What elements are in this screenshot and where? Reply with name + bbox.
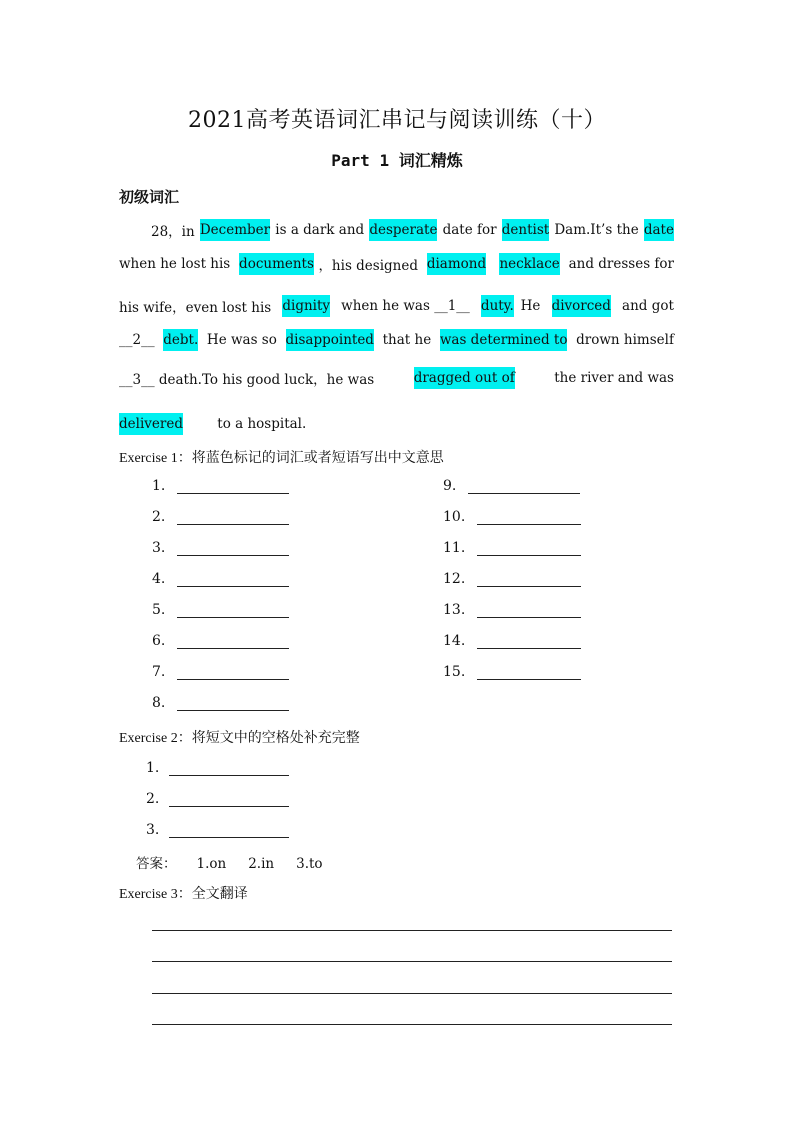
answer-blank[interactable] (177, 603, 289, 618)
exercise-1-item (152, 509, 289, 525)
answer-blank[interactable] (169, 823, 289, 838)
passage-text: is a dark and (270, 222, 369, 238)
translation-line[interactable] (152, 930, 672, 931)
highlighted-term: desperate (369, 219, 437, 241)
exercise-1-item (152, 695, 289, 711)
item-number: 12. (443, 571, 466, 587)
exercise-2-item (146, 822, 289, 838)
answer-blank[interactable] (177, 510, 289, 525)
item-number: 6. (152, 633, 166, 649)
exercise-2-item (146, 760, 289, 776)
answer-2: 2.in (248, 856, 275, 872)
highlighted-term: was determined to (440, 329, 568, 351)
item-number: 9. (443, 478, 457, 494)
exercise-1-item (152, 602, 289, 618)
answer-blank[interactable] (177, 479, 289, 494)
answer-line (136, 852, 345, 872)
passage-text: when he was __1__ (336, 298, 475, 314)
exercise-3-instruction: 全文翻译 (191, 886, 248, 902)
passage-text: __3__ death.To his good luck，he was (119, 372, 379, 388)
answer-blank[interactable] (477, 634, 581, 649)
exercise-1-item (443, 633, 581, 649)
exercise-1-instruction: 将蓝色标记的词汇或者短语写出中文意思 (191, 450, 444, 466)
exercise-1-title (119, 447, 444, 467)
highlighted-term: December (200, 219, 270, 241)
translation-line[interactable] (152, 961, 672, 962)
passage-text: He (520, 298, 545, 314)
item-number: 3. (152, 540, 166, 556)
answer-1: 1.on (196, 856, 227, 872)
item-number: 7. (152, 664, 166, 680)
highlighted-term: necklace (499, 253, 559, 275)
passage-text: 28，in (151, 224, 199, 240)
answer-blank[interactable] (177, 696, 289, 711)
item-number: 2. (146, 791, 160, 807)
answer-3: 3.to (296, 856, 323, 872)
answer-blank[interactable] (477, 510, 581, 525)
highlighted-term: date (644, 219, 674, 241)
exercise-2-instruction: 将短文中的空格处补充完整 (191, 730, 360, 746)
highlighted-term: diamond (427, 253, 486, 275)
passage-text: ，his designed (318, 258, 423, 274)
passage-line (119, 366, 674, 390)
passage-text: to a hospital. (182, 416, 307, 432)
passage-text: and got (617, 298, 674, 314)
answer-blank[interactable] (169, 761, 289, 776)
passage-text: the river and was (549, 370, 674, 386)
passage-text: his wife，even lost his (119, 300, 276, 316)
item-number: 11. (443, 540, 466, 556)
exercise-1-item (443, 478, 580, 494)
highlighted-term: debt. (163, 329, 198, 351)
exercise-2-label: Exercise 2： (119, 731, 192, 746)
item-number: 3. (146, 822, 160, 838)
passage-text: when he lost his (119, 256, 235, 272)
passage-line (119, 252, 674, 276)
highlighted-term: documents (239, 253, 314, 275)
item-number: 15. (443, 664, 466, 680)
exercise-1-item (443, 571, 581, 587)
item-number: 4. (152, 571, 166, 587)
answer-blank[interactable] (477, 603, 581, 618)
exercise-2-title (119, 727, 360, 747)
highlighted-term: disappointed (286, 329, 374, 351)
passage-text: __2__ (119, 332, 159, 348)
passage-line (119, 328, 674, 352)
answer-blank[interactable] (477, 665, 581, 680)
exercise-1-item (443, 602, 581, 618)
highlighted-term: dentist (502, 219, 549, 241)
item-number: 1. (152, 478, 166, 494)
passage-text: date for (438, 222, 501, 238)
highlighted-term: dragged out of (414, 367, 515, 389)
passage-line (151, 218, 674, 242)
item-number: 5. (152, 602, 166, 618)
page-title: 2021高考英语词汇串记与阅读训练（十） (188, 108, 606, 133)
exercise-1-item (443, 509, 581, 525)
passage-text: He was so (202, 332, 282, 348)
answer-blank[interactable] (177, 541, 289, 556)
passage-line (119, 412, 674, 436)
exercise-1-item (443, 540, 581, 556)
answer-label: 答案： (136, 856, 177, 872)
exercise-3-label: Exercise 3： (119, 887, 192, 902)
highlighted-term: duty. (481, 295, 514, 317)
answer-blank[interactable] (468, 479, 580, 494)
translation-line[interactable] (152, 1024, 672, 1025)
passage-text: and dresses for (564, 256, 674, 272)
exercise-1-item (152, 571, 289, 587)
passage-text (491, 256, 495, 272)
passage-text: Dam.It’s the (550, 222, 643, 238)
item-number: 1. (146, 760, 160, 776)
passage-text: that he (378, 332, 436, 348)
passage-line (119, 294, 674, 318)
answer-blank[interactable] (177, 665, 289, 680)
answer-blank[interactable] (477, 572, 581, 587)
item-number: 13. (443, 602, 466, 618)
exercise-1-item (152, 478, 289, 494)
item-number: 14. (443, 633, 466, 649)
answer-blank[interactable] (177, 634, 289, 649)
level-heading: 初级词汇 (119, 188, 180, 206)
answer-blank[interactable] (169, 792, 289, 807)
exercise-1-item (152, 664, 289, 680)
item-number: 8. (152, 695, 166, 711)
part-heading: Part 1 词汇精炼 (331, 151, 463, 170)
passage-text: drown himself (571, 332, 674, 348)
highlighted-term: divorced (552, 295, 611, 317)
item-number: 10. (443, 509, 466, 525)
highlighted-term: delivered (119, 413, 183, 435)
exercise-1-item (152, 633, 289, 649)
exercise-2-item (146, 791, 289, 807)
exercise-1-label: Exercise 1： (119, 451, 192, 466)
exercise-3-title (119, 883, 248, 903)
highlighted-term: dignity (282, 295, 330, 317)
answer-blank[interactable] (477, 541, 581, 556)
item-number: 2. (152, 509, 166, 525)
exercise-1-item (443, 664, 581, 680)
answer-blank[interactable] (177, 572, 289, 587)
exercise-1-item (152, 540, 289, 556)
translation-line[interactable] (152, 993, 672, 994)
